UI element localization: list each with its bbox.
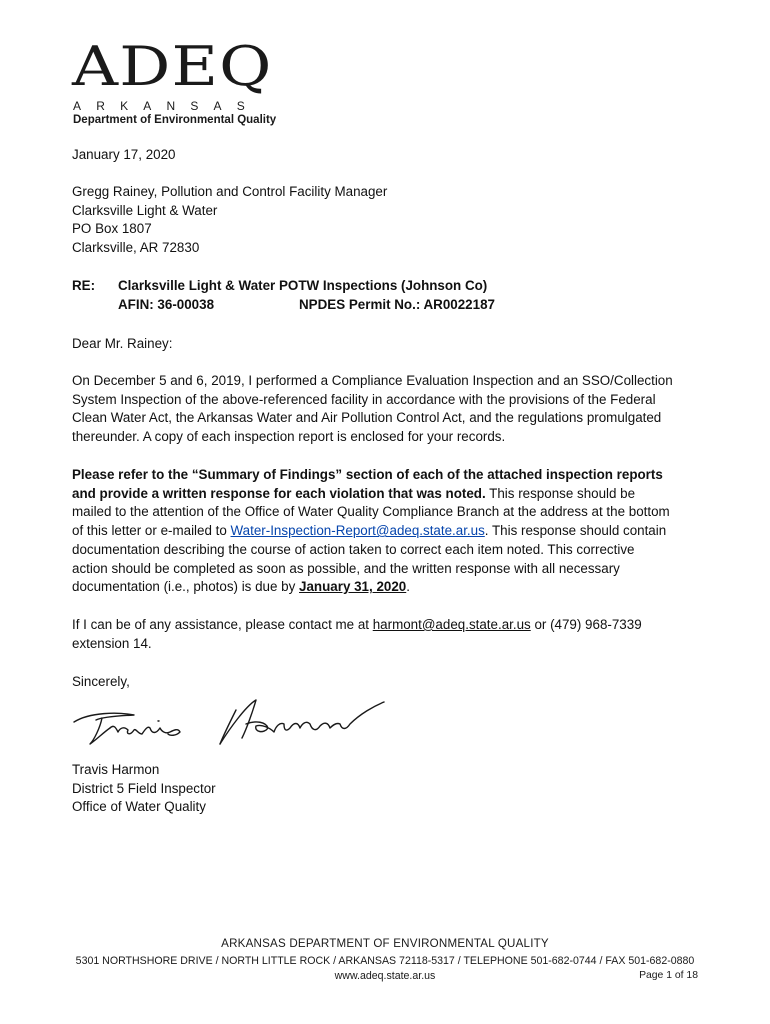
- response-email-link[interactable]: Water-Inspection-Report@adeq.state.ar.us: [230, 523, 485, 539]
- paragraph-contact: [72, 616, 698, 653]
- re-subject: Clarksville Light & Water POTW Inspections (Johnson Co): [118, 278, 488, 293]
- paragraph-line: On December 5 and 6, 2019, I performed a Compliance Evaluation Inspection and an SSO/Collection: [72, 373, 673, 388]
- paragraph-line: [72, 616, 698, 635]
- signer-title: District 5 Field Inspector: [72, 780, 216, 796]
- paragraph-line: [72, 485, 698, 504]
- re-label: RE:: [72, 278, 96, 293]
- re-permit: NPDES Permit No.: AR0022187: [299, 297, 495, 312]
- paragraph-line: extension 14.: [72, 635, 152, 651]
- page-number: Page 1 of 18: [639, 970, 698, 981]
- bold-instruction-line-2: and provide a written response for each violation that was noted.: [72, 485, 486, 501]
- recipient-address: [72, 183, 698, 258]
- signer-block: [72, 761, 698, 817]
- due-after-text: .: [406, 579, 410, 595]
- contact-email[interactable]: harmont@adeq.state.ar.us: [372, 617, 531, 632]
- signer-office: Office of Water Quality: [72, 799, 206, 815]
- paragraph-line: thereunder. A copy of each inspection report is enclosed for your records.: [72, 429, 506, 445]
- letter-date: January 17, 2020: [72, 147, 176, 162]
- logo-state: ARKANSAS: [73, 99, 260, 113]
- bold-instruction-line-1: Please refer to the “Summary of Findings” section of each of the attached inspection reports: [72, 467, 663, 482]
- paragraph-line: documentation describing the course of action taken to correct each item noted. This corrective: [72, 541, 635, 557]
- logo-wordmark: ADEQ: [72, 35, 273, 98]
- paragraph-line: Clean Water Act, the Arkansas Water and Air Pollution Control Act, and the regulations promulgated: [72, 410, 662, 426]
- footer-organization: ARKANSAS DEPARTMENT OF ENVIRONMENTAL QUALITY: [221, 937, 549, 950]
- contact-intro-text: If I can be of any assistance, please contact me at: [72, 617, 373, 632]
- footer-address: 5301 NORTHSHORE DRIVE / NORTH LITTLE ROCK / ARKANSAS 72118-5317 / TELEPHONE 501-682-0744 / FAX 501-682-0880: [75, 955, 695, 967]
- paragraph-line: [72, 578, 698, 597]
- paragraph-line: [72, 522, 698, 541]
- footer-website: www.adeq.state.ar.us: [334, 970, 436, 982]
- handwritten-signature: [70, 688, 390, 752]
- response-text: This response should be: [485, 485, 636, 501]
- re-afin: AFIN: 36-00038: [118, 297, 215, 312]
- paragraph-line: System Inspection of the above-referenced facility in accordance with the provisions of the Federal: [72, 391, 656, 407]
- signer-name: Travis Harmon: [72, 762, 160, 777]
- contact-phone-text: or (479) 968-7339: [530, 617, 642, 632]
- logo-department: Department of Environmental Quality: [73, 114, 277, 126]
- paragraph-line: mailed to the attention of the Office of Water Quality Compliance Branch at the address at the bottom: [72, 504, 670, 520]
- recipient-line-3: PO Box 1807: [72, 221, 152, 237]
- closing: Sincerely,: [72, 674, 130, 689]
- due-intro-text: documentation (i.e., photos) is due by: [72, 579, 300, 595]
- email-after-text: . This response should contain: [484, 523, 667, 539]
- recipient-line-2: Clarksville Light & Water: [72, 202, 218, 218]
- due-date: January 31, 2020: [299, 579, 407, 595]
- recipient-line-4: Clarksville, AR 72830: [72, 240, 200, 256]
- recipient-line-1: Gregg Rainey, Pollution and Control Facility Manager: [72, 184, 388, 199]
- paragraph-response-request: [72, 466, 698, 597]
- salutation: Dear Mr. Rainey:: [72, 336, 173, 351]
- adeq-logo: [72, 35, 292, 126]
- paragraph-line: action should be completed as soon as possible, and the written response with all necessary: [72, 560, 620, 576]
- email-intro-text: of this letter or e-mailed to: [72, 523, 231, 539]
- paragraph-inspection: [72, 372, 698, 447]
